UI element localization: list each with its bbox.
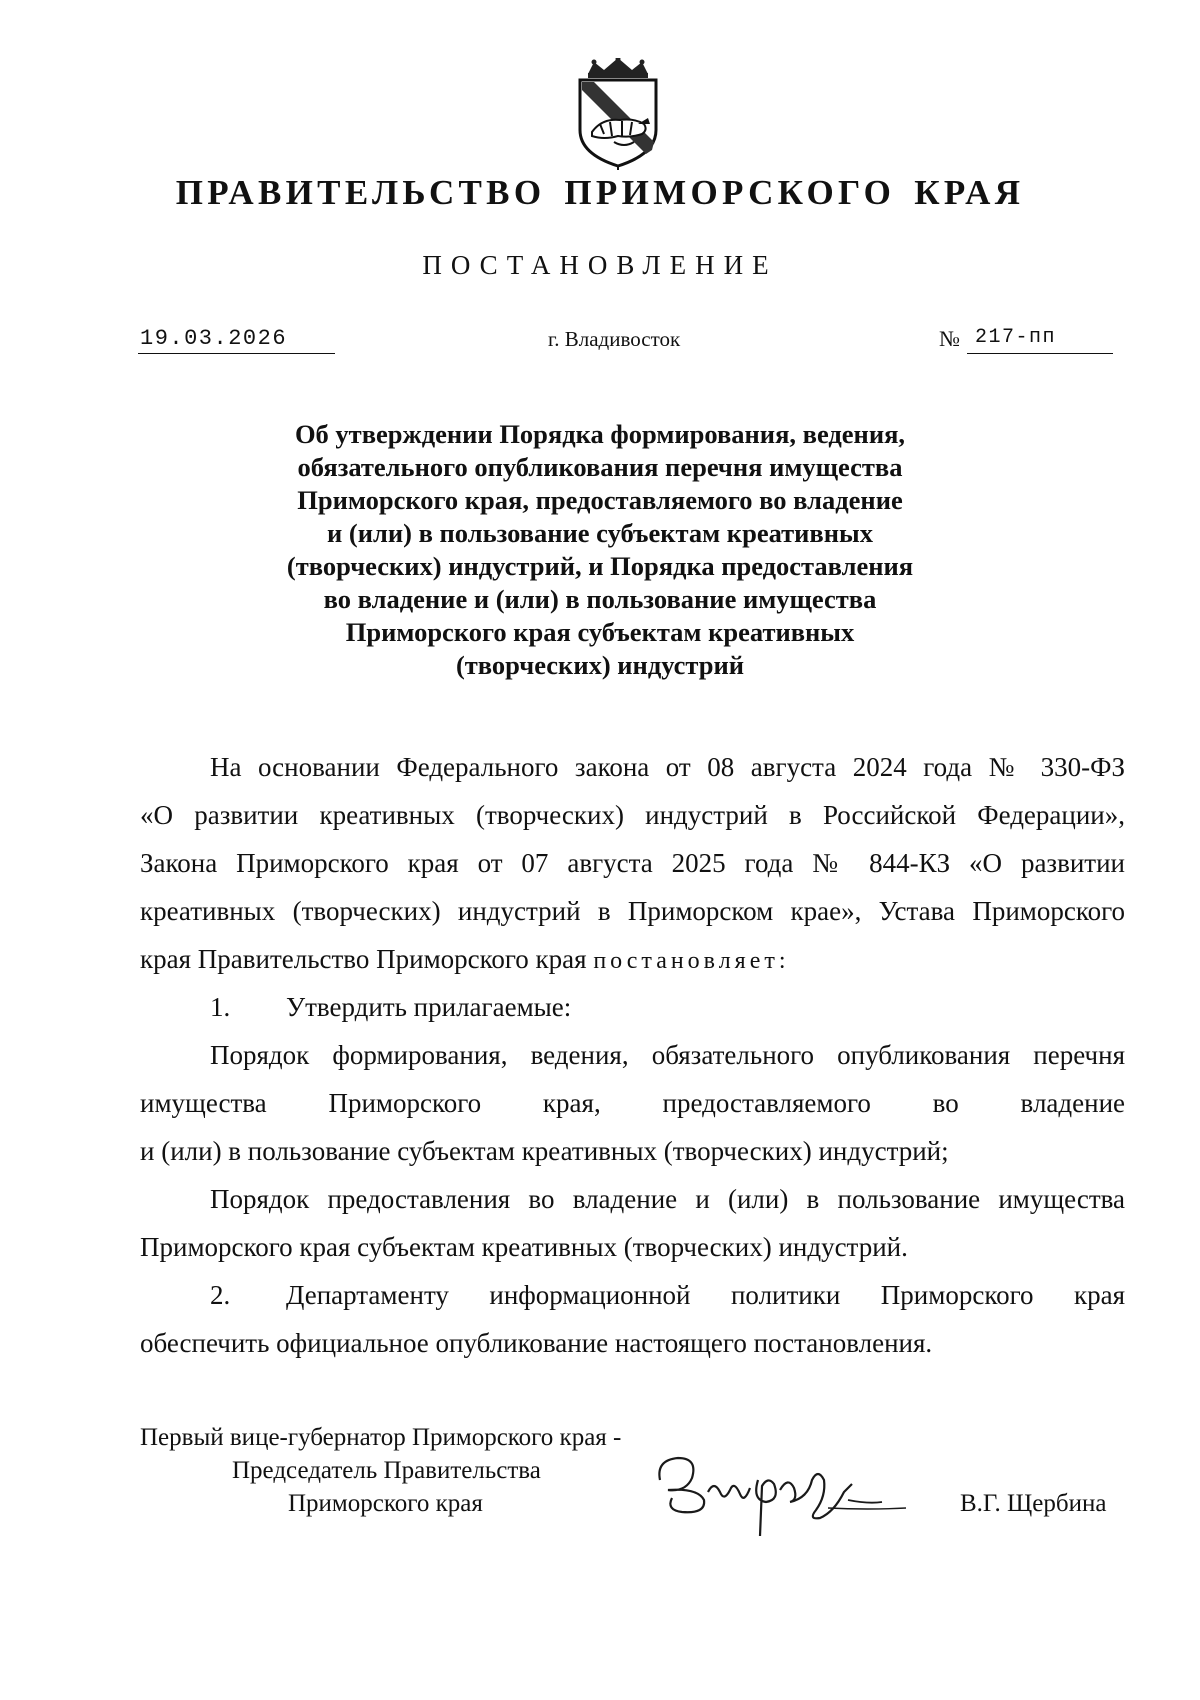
number-sign: № <box>939 326 960 351</box>
preamble-line: Закона Приморского края от 07 августа 2025 года № 844-КЗ «О развитии <box>140 848 1125 878</box>
subject-line: Об утверждении Порядка формирования, ведения, <box>294 419 906 449</box>
subject-line: и (или) в пользование субъектам креативных <box>327 518 873 548</box>
signatory-position: Председатель Правительства <box>232 1457 541 1484</box>
decree-word: постановляет: <box>593 948 790 974</box>
signatory-position: Приморского края <box>288 1490 483 1517</box>
subject-line: обязательного опубликования перечня имущества <box>297 452 903 482</box>
item1a-line: и (или) в пользование субъектам креативных (творческих) индустрий; <box>140 1136 949 1166</box>
subject-line: (творческих) индустрий <box>455 650 745 680</box>
item1a-line: Порядок формирования, ведения, обязательного опубликования перечня <box>210 1040 1125 1070</box>
item1b-line: Порядок предоставления во владение и (или) в пользование имущества <box>210 1184 1125 1214</box>
preamble-line: креативных (творческих) индустрий в Приморском крае», Устава Приморского <box>140 896 1125 926</box>
subject-line: во владение и (или) в пользование имущества <box>323 584 877 614</box>
document-subject <box>0 418 1200 682</box>
subject-line: (творческих) индустрий, и Порядка предоставления <box>286 551 914 581</box>
document-number: 217-пп <box>975 326 1057 349</box>
item1a-line: имущества Приморского края, предоставляемого во владение <box>140 1088 1125 1118</box>
item-number: 1. <box>210 992 231 1022</box>
number-underline <box>967 353 1113 354</box>
item2-line: Департаменту информационной политики Приморского края <box>286 1280 1125 1310</box>
date-underline <box>138 353 335 354</box>
item2-line: обеспечить официальное опубликование настоящего постановления. <box>140 1328 933 1358</box>
document-city: г. Владивосток <box>548 327 681 351</box>
signatory-name: В.Г. Щербина <box>960 1490 1107 1517</box>
handwritten-signature-icon <box>648 1440 948 1550</box>
signatory-position: Первый вице-губернатор Приморского края - <box>140 1424 622 1451</box>
organization-title: ПРАВИТЕЛЬСТВО ПРИМОРСКОГО КРАЯ <box>175 173 1025 212</box>
item-number: 2. <box>210 1280 231 1310</box>
preamble-line: На основании Федерального закона от 08 августа 2024 года № 330-ФЗ <box>210 752 1125 782</box>
subject-line: Приморского края субъектам креативных <box>345 617 855 647</box>
preamble-last-line <box>140 935 790 983</box>
item1b-line: Приморского края субъектам креативных (творческих) индустрий. <box>140 1232 908 1262</box>
document-date: 19.03.2026 <box>140 326 288 351</box>
item-text: Утвердить прилагаемые: <box>286 992 572 1022</box>
preamble-line: «О развитии креативных (творческих) индустрий в Российской Федерации», <box>140 800 1125 830</box>
preamble-last-text: края Правительство Приморского края <box>140 944 587 974</box>
document-type: ПОСТАНОВЛЕНИЕ <box>422 250 778 280</box>
coat-of-arms-icon <box>574 58 662 170</box>
subject-line: Приморского края, предоставляемого во владение <box>297 485 903 515</box>
